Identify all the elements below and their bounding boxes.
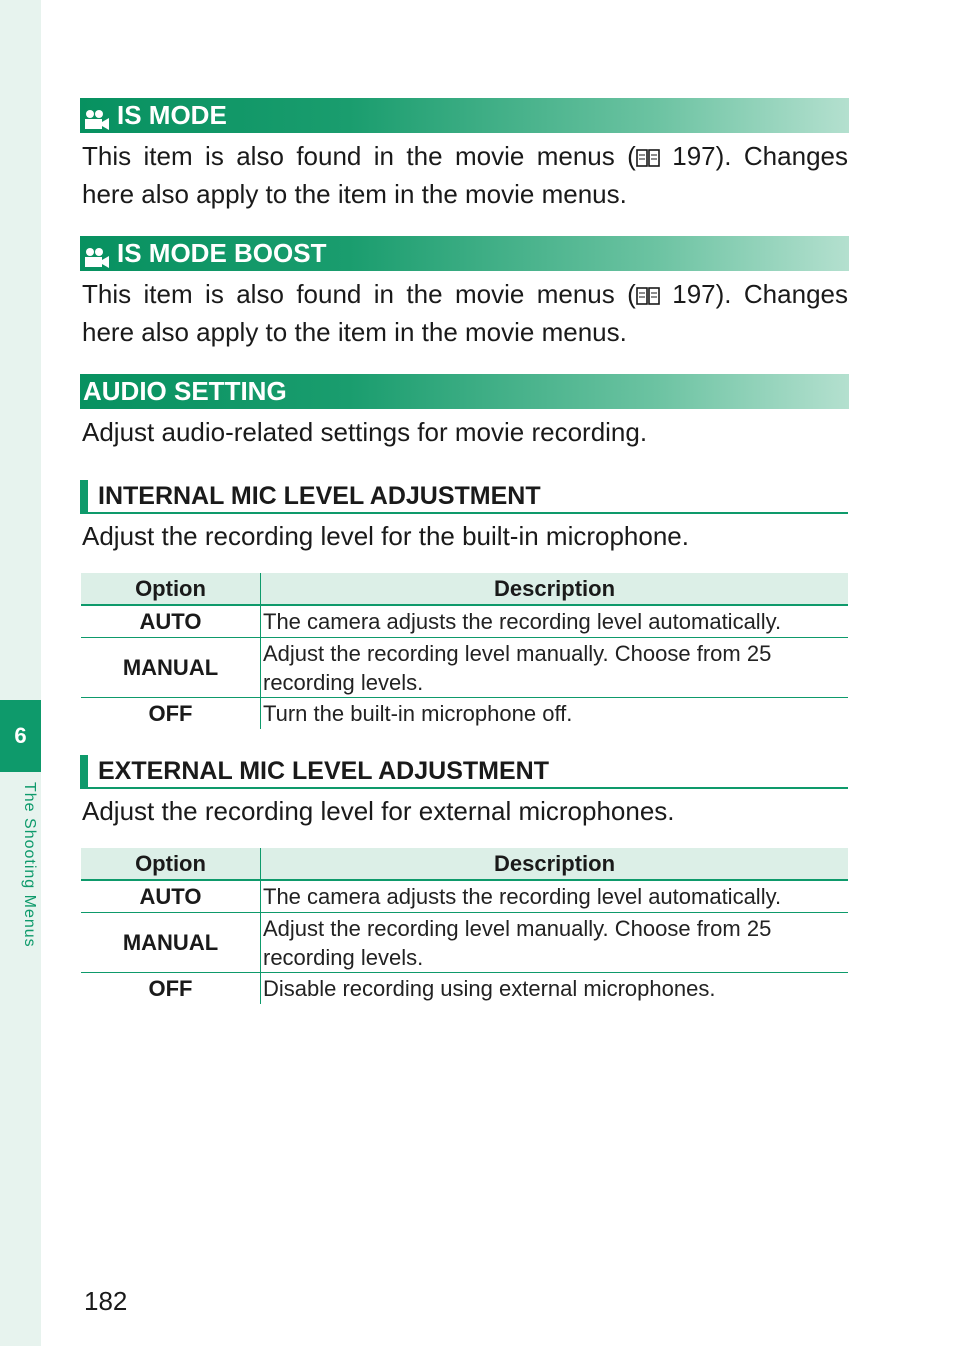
table-row bbox=[81, 698, 848, 730]
table-row bbox=[81, 638, 848, 698]
page-number: 182 bbox=[84, 1286, 128, 1316]
description-cell: Disable recording using external microphones. bbox=[263, 976, 716, 1001]
table-header-row bbox=[81, 573, 848, 605]
side-margin-bar bbox=[0, 0, 41, 1346]
section-body-audio-setting: Adjust audio-related settings for movie recording. bbox=[82, 417, 648, 447]
section-title: AUDIO SETTING bbox=[83, 376, 287, 406]
table-row bbox=[81, 973, 848, 1005]
external-mic-options-table bbox=[81, 848, 848, 1004]
description-cell: The camera adjusts the recording level automatically. bbox=[261, 880, 849, 913]
table-row bbox=[81, 913, 848, 973]
table-row bbox=[81, 605, 848, 638]
column-header-description: Description bbox=[261, 848, 849, 880]
page-reference-link[interactable]: 197 bbox=[672, 141, 716, 171]
option-cell: OFF bbox=[81, 698, 261, 730]
option-cell: MANUAL bbox=[81, 638, 261, 698]
column-header-option: Option bbox=[81, 848, 261, 880]
section-body-is-mode-boost: This item is also found in the movie menus ( 197). Changes here also apply to the item in the movie menus. bbox=[82, 279, 848, 347]
section-header-is-mode-boost bbox=[80, 236, 849, 271]
option-cell: AUTO bbox=[81, 605, 261, 638]
option-cell: AUTO bbox=[81, 880, 261, 913]
chapter-title-vertical: The Shooting Menus bbox=[21, 782, 38, 948]
table-row bbox=[81, 880, 848, 913]
column-header-description: Description bbox=[261, 573, 849, 605]
book-reference-icon bbox=[636, 280, 660, 315]
subheading-internal-mic: INTERNAL MIC LEVEL ADJUSTMENT bbox=[80, 480, 848, 514]
internal-mic-options-table bbox=[81, 573, 848, 729]
description-cell: Adjust the recording level manually. Choose from 25 recording levels. bbox=[261, 638, 849, 698]
section-body-is-mode: This item is also found in the movie menus ( 197). Changes here also apply to the item in the movie menus. bbox=[82, 141, 848, 209]
external-mic-intro: Adjust the recording level for external microphones. bbox=[82, 796, 675, 826]
page-reference-link[interactable]: 197 bbox=[672, 279, 716, 309]
movie-camera-icon bbox=[83, 243, 111, 265]
option-cell: OFF bbox=[81, 973, 261, 1005]
description-cell: The camera adjusts the recording level automatically. bbox=[261, 605, 849, 638]
section-header-is-mode bbox=[80, 98, 849, 133]
chapter-tab: 6 bbox=[0, 700, 41, 772]
column-header-option: Option bbox=[81, 573, 261, 605]
subheading-external-mic: EXTERNAL MIC LEVEL ADJUSTMENT bbox=[80, 755, 848, 789]
movie-camera-icon bbox=[83, 105, 111, 127]
internal-mic-intro: Adjust the recording level for the built-in microphone. bbox=[82, 521, 689, 551]
table-header-row bbox=[81, 848, 848, 880]
description-cell: Adjust the recording level manually. Choose from 25 recording levels. bbox=[261, 913, 849, 973]
description-cell: Turn the built-in microphone off. bbox=[263, 701, 573, 726]
section-header-audio-setting bbox=[80, 374, 849, 409]
section-title: IS MODE BOOST bbox=[117, 238, 327, 268]
section-title: IS MODE bbox=[117, 100, 227, 130]
book-reference-icon bbox=[636, 142, 660, 177]
option-cell: MANUAL bbox=[81, 913, 261, 973]
